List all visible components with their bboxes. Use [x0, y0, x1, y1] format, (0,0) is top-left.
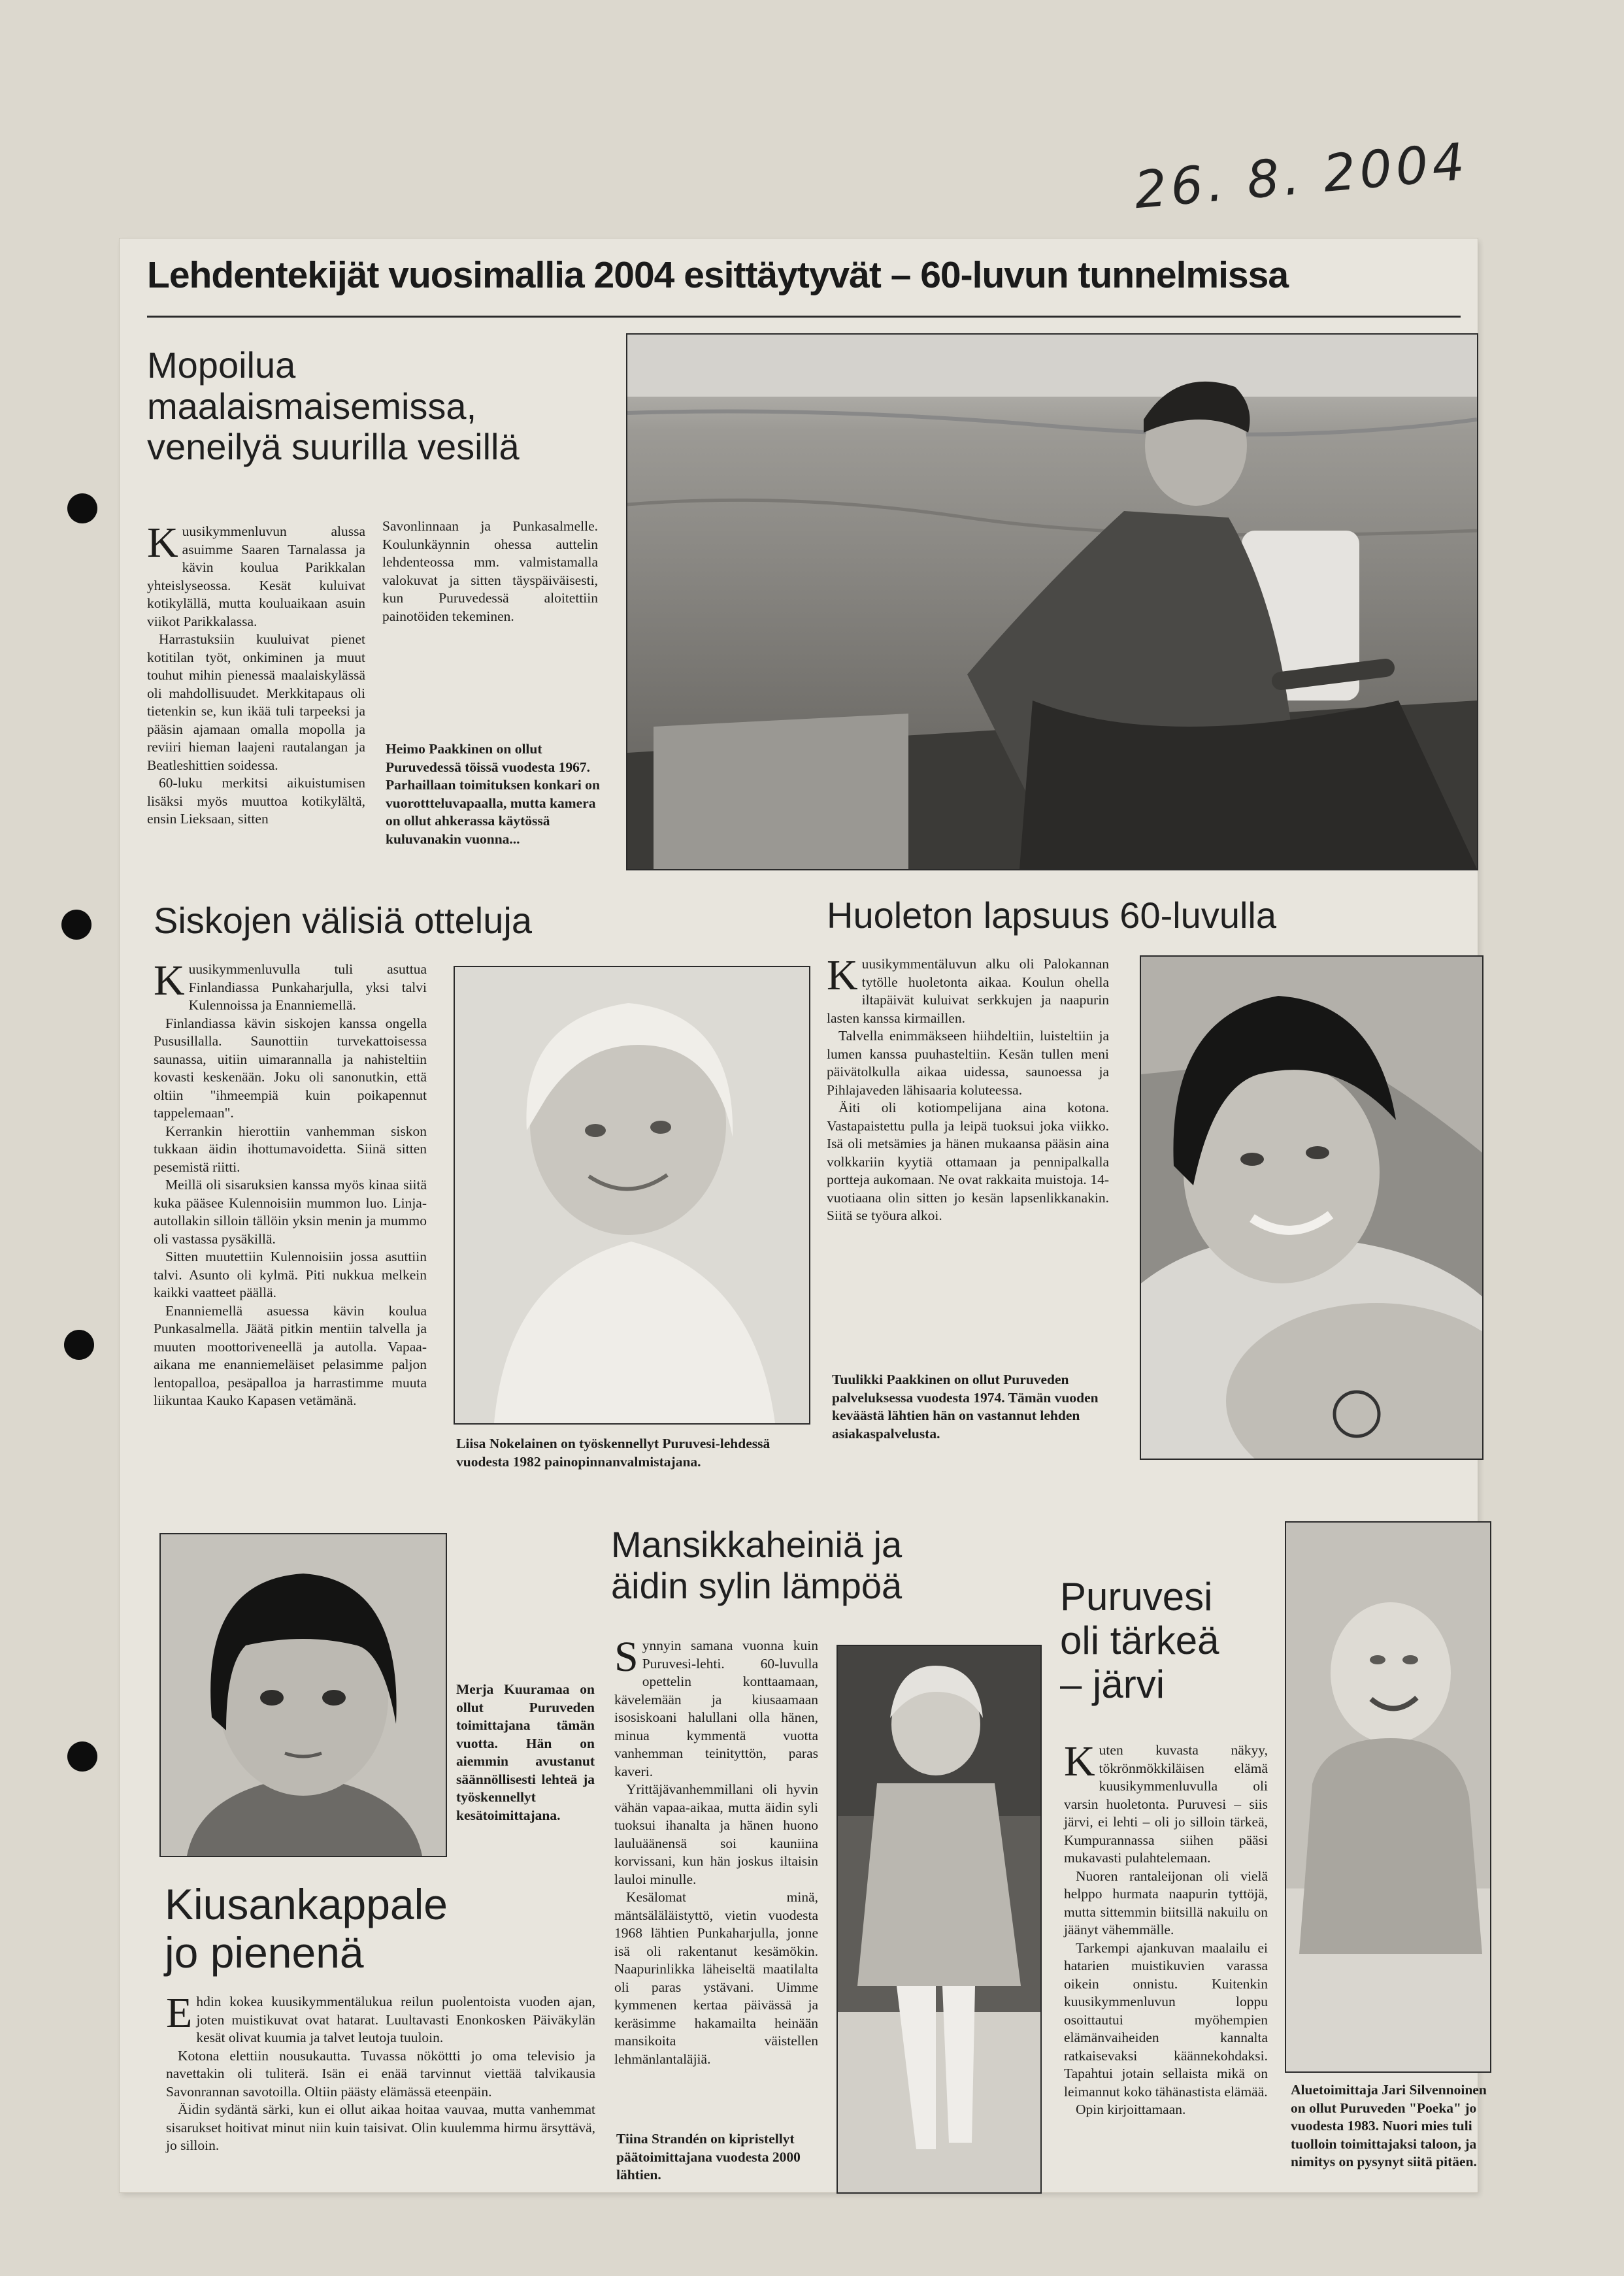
paragraph: ynnyin samana vuonna kuin Puruvesi-lehti. 60-luvulla opettelin konttaamaan, kävelemään ja kiusaamaan isosiskoani halullani olla hänen, minua kymmentä vuotta vanhemman teinityttön, paras kaveri.: [614, 1638, 818, 1779]
paragraph: Äiti oli kotiompelijana aina kotona. Vastapaistettu pulla ja leipä tuoksui joka viikko. Isä oli metsämies ja hänen mukaansa pääsin aina volkkariin kyytiä ottamaan ja pennipalkalla portteja aukomaan. Ne ovat rakkaita muistoja. 14-vuotiaana olin sitten jo kesän lapsenlikkanakin. Siitä se työura alkoi.: [827, 1100, 1109, 1224]
article1-title: Mopoilua maalaismaisemissa, veneilyä suurilla vesillä: [147, 344, 520, 468]
photo-smiling-girl: [1140, 955, 1483, 1460]
paragraph: Savonlinnaan ja Punkasalmelle. Koulunkäynnin ohessa auttelin lehdenteossa mm. valmistamalla valokuvat ja sitten täyspäiväisesti, kun Puruvedessä aloitettiin painotöiden tekeminen.: [382, 518, 598, 624]
photo-blonde-girl: [454, 966, 810, 1425]
paragraph: Enanniemellä asuessa kävin koulua Punkasalmella. Jäätä pitkin mentiin talvella ja muuten moottoriveneellä ja autolla. Vapaa-aikana me enanniemeläiset pelasimme paljon lentopalloa, pesäpalloa ja harrastimme muuta liikuntaa Kauko Kapasen vetämänä.: [154, 1302, 427, 1409]
article1-col1: [147, 519, 365, 829]
paragraph: Kotona elettiin nousukautta. Tuvassa nököttti jo oma televisio ja navettakin oli tuliterä. Isän ei enää tarvinnut viettää talvikausia Savonrannan savotoilla. Oltiin päästy elämässä eteenpäin.: [166, 2047, 595, 2100]
paragraph: Kerrankin hierottiin vanhemman siskon tukkaan äidin ihottumavoidetta. Siinä sitten pesemistä riitti.: [154, 1123, 427, 1175]
article1-col2: [382, 518, 598, 625]
article2-title: Siskojen välisiä otteluja: [154, 900, 532, 941]
paragraph: 60-luku merkitsi aikuistumisen lisäksi myös muuttoa kotikylältä, ensin Lieksaan, sitten: [147, 775, 365, 827]
article3-title: Huoleton lapsuus 60-luvulla: [827, 895, 1276, 936]
dropcap: E: [166, 1989, 193, 2037]
paragraph: uusikymmenluvulla tuli asuttua Finlandiassa Punkaharjulla, yksi talvi Kulennoissa ja Enanniemellä.: [188, 961, 427, 1014]
article4-title: Kiusankappale jo pienenä: [165, 1880, 448, 1977]
article5-caption: Tiina Strandén on kipristellyt päätoimittajana vuodesta 2000 lähtien.: [616, 2131, 801, 2183]
dropcap: K: [827, 951, 858, 999]
paragraph: uten kuvasta näkyy, tökrönmökkiläisen elämä kuusikymmenluvulla oli varsin huoletonta. Puruvesi – siis järvi, ei lehti – oli jo silloin tärkeä, Kumpurannassa siihen pääsi mukavasti pulahtelemaan.: [1064, 1742, 1268, 1866]
binder-hole-4: [67, 1741, 97, 1772]
photo-laughing-boy: [1285, 1521, 1491, 2073]
article2-caption: Liisa Nokelainen on työskennellyt Puruvesi-lehdessä vuodesta 1982 painopinnanvalmistajana.: [456, 1436, 771, 1470]
article6-text: [1064, 1738, 1268, 2119]
paragraph: Kesälomat minä, mäntsäläläistyttö, vietin vuodesta 1968 lähtien Punkaharjulla, jonne isä oli rakentanut kesämökin. Naapurinlikka läheiseltä maatilalta oli paras ystävani. Uimme kymmenen kertaa päivässä ja keräsimme hakamailta heinään mansikoita väistellen lehmänlantaläjiä.: [614, 1889, 818, 2067]
paragraph: uusikymmentäluvun alku oli Palokannan tytölle huoletonta aikaa. Koulun ohella iltapäivät kuluivat serkkujen ja naapurin lasten kanssa kirmaillen.: [827, 956, 1109, 1026]
article2-text: [154, 957, 427, 1410]
article6-caption: Aluetoimittaja Jari Silvennoinen on ollut Puruveden "Poeka" jo vuodesta 1983. Nuori mies tuli tuolloin toimittajaksi taloon, ja nimitys on pysynyt siitä pitäen.: [1291, 2082, 1487, 2170]
article5-title: Mansikkaheiniä ja äidin sylin lämpöä: [611, 1524, 903, 1606]
paragraph: Nuoren rantaleijonan oli vielä helppo hurmata naapurin tyttöjä, mutta sittemmin biitsillä nakuilu on jäänyt vähemmälle.: [1064, 1868, 1268, 1938]
photo-dark-haired-girl: [159, 1533, 447, 1857]
article4-text: [166, 1989, 595, 2155]
page-headline: Lehdentekijät vuosimallia 2004 esittäytyvät – 60-luvun tunnelmissa: [147, 254, 1289, 296]
paragraph: Yrittäjävanhemmillani oli hyvin vähän vapaa-aikaa, mutta äidin syli tuoksui ihanalta ja hänen huono lauluäänensä soi kauniina korvissani, kun hän joskus iltaisin lauloi minulle.: [614, 1781, 818, 1887]
dropcap: K: [154, 957, 185, 1004]
paragraph: Sitten muutettiin Kulennoisiin jossa asuttiin talvi. Asunto oli kylmä. Piti nukkua melkein kaikki vaatteet päällä.: [154, 1249, 427, 1301]
paragraph: Talvella enimmäkseen hiihdeltiin, luisteltiin ja lumen kanssa puuhasteltiin. Kesän tullen meni päivätolkulla aikaa uidessa, saunoessa ja Pihlajaveden lähisaaria koluteessa.: [827, 1028, 1109, 1098]
article3-text: [827, 951, 1109, 1225]
binder-hole-2: [61, 910, 91, 940]
paragraph: Äidin sydäntä särki, kun ei ollut aikaa hoitaa vauvaa, mutta vanhemmat sisarukset hoitivat minut niin kuin taisivat. Olin kuulemma hirmu ärsyttävä, jo silloin.: [166, 2102, 595, 2154]
paragraph: Harrastuksiin kuuluivat pienet kotitilan työt, onkiminen ja muut touhut mihin pienessä maalaiskylässä oli mahdollisuudet. Merkkitapaus oli tietenkin se, kun ikää tuli tarpeeksi ja pääsin ajamaan omalla mopolla ja reviiri hieman laajeni rautalangan ja Beatleshittien soidessa.: [147, 631, 365, 773]
binder-hole-1: [67, 493, 97, 523]
article1-caption: Heimo Paakkinen on ollut Puruvedessä töissä vuodesta 1967. Parhaillaan toimituksen konkari on vuorottteluvapaalla, mutta kamera on ollut ahkerassa käytössä kuluvanakin vuonna...: [386, 741, 600, 847]
article5-text: [614, 1633, 818, 2068]
dropcap: K: [147, 519, 178, 567]
paragraph: uusikymmenluvun alussa asuimme Saaren Tarnalassa ja kävin koulua Parikkalan yhteislyseossa. Kesät kuluivat kotikylällä, mutta kouluaikaan asuin viikot Parikkalassa.: [147, 523, 365, 629]
article6-title: Puruvesi oli tärkeä – järvi: [1060, 1575, 1219, 1707]
photo-toddler-girl: [837, 1645, 1042, 2194]
article4-caption: Merja Kuuramaa on ollut Puruveden toimittajana tämän vuotta. Hän on aiemmin avustanut säännöllisesti lehteä ja työskennellyt kesätoimittajana.: [456, 1681, 595, 1823]
paragraph: Tarkempi ajankuvan maalailu ei hatarien muistikuvien varassa oikein onnistu. Kuitenkin kuusikymmenluvun loppu osoittautui myöhempien elämänvaiheiden kannalta ratkaisevaksi käännekohdaksi. Tapahtui jotain sellaista mikä on leimannut koko tähänastista elämää.: [1064, 1939, 1268, 2100]
photo-boy-in-boat: [626, 333, 1478, 870]
paragraph: Opin kirjoittamaan.: [1076, 2102, 1186, 2118]
paragraph: Finlandiassa kävin siskojen kanssa ongella Pususillalla. Saunottiin turvekattoisessa saunassa, uitiin uimarannalla ja nahisteltiin kovasti keskenään. Joku oli sanonutkin, että oltiin "ihmeempiä kuin poikapennut tappelemaan".: [154, 1015, 427, 1121]
handwritten-date: 26. 8. 2004: [1132, 132, 1471, 221]
headline-rule: [147, 316, 1461, 318]
paragraph: Meillä oli sisaruksien kanssa myös kinaa siitä kuka pääsee Kulennoisiin mummon luo. Linja-autollakin silloin tällöin yksin menin ja mummo oli vastassa pysäkillä.: [154, 1177, 427, 1247]
dropcap: K: [1064, 1738, 1095, 1785]
article3-caption: Tuulikki Paakkinen on ollut Puruveden palveluksessa vuodesta 1974. Tämän vuoden keväästä lähtien hän on vastannut lehden asiakaspalvelusta.: [832, 1372, 1099, 1442]
binder-hole-3: [64, 1330, 94, 1360]
dropcap: S: [614, 1633, 638, 1681]
paragraph: hdin kokea kuusikymmentälukua reilun puolentoista vuoden ajan, joten muistikuvat ovat hatarat. Luultavasti Enonkosken Päiväkylän kesät olivat kuumia ja talvet leutoja tuuloin.: [196, 1994, 595, 2046]
